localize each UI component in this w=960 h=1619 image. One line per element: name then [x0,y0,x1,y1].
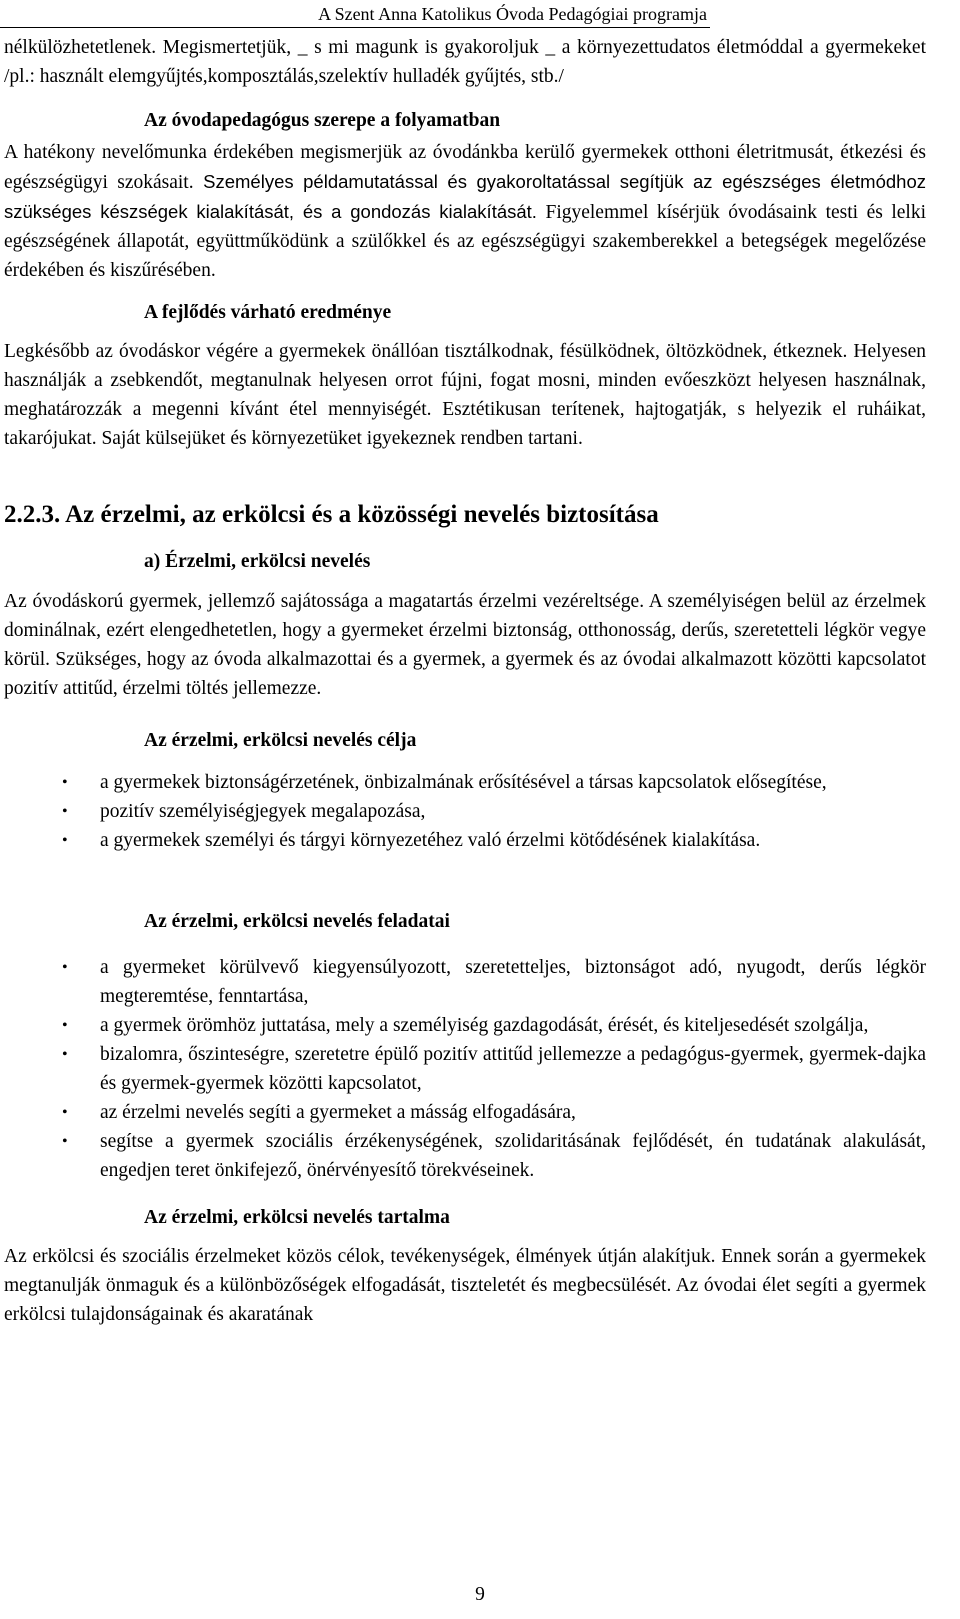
role-text-2: Személyes példamutatással és gyakoroltatással segítjük az egészséges életmódhoz szükséges készségek kialakítását, és a gondozás kialakítását. [4,171,926,222]
list-item: • a gyermek örömhöz juttatása, mely a személyiség gazdagodását, érését, és kiteljesedését szolgálja, [4,1011,926,1040]
emotional-text-1: Az óvodáskorú gyermek, jellemző sajátossága a magatartás érzelmi vezéreltsége. A személyiségen belül az érzelmek dominálnak, ezért elengedhetetlen, hogy a gyermeket érzelmi biztonság, otthonosság, derűs, szeretetteli légkör vegye körül. [4,591,926,670]
goal-heading: Az érzelmi, erkölcsi nevelés célja [144,730,417,751]
bullet-icon: • [62,1104,68,1121]
section-title [4,498,926,532]
bullet-icon: • [62,1017,68,1034]
bullet-icon: • [62,774,68,791]
tasks-heading: Az érzelmi, erkölcsi nevelés feladatai [144,911,450,932]
list-item: • a gyermekek személyi és tárgyi környezetéhez való érzelmi kötődésének kialakítása. [4,826,926,855]
role-text-1: A hatékony nevelőmunka érdekében megismerjük az óvodánkba kerülő gyermekek otthoni életritmusát, étkezési és egészségügyi szokásait. [4,142,926,193]
content-heading: Az érzelmi, erkölcsi nevelés tartalma [144,1207,450,1228]
emotional-text-2: Szükséges, hogy az óvoda alkalmazottai és a gyermek, a gyermek és az óvodai alkalmazott közötti kapcsolatot pozitív attitűd, érzelmi töltés jellemezze. [4,649,926,699]
role-paragraph [4,138,926,285]
role-heading: Az óvodapedagógus szerepe a folyamatban [144,110,501,131]
outcome-text-2: Helyesen használják a zsebkendőt, megtanulnak helyesen orrot fújni, fogat mosni, minden evőeszközt helyesen használnak, meghatározzák a megenni kívánt étel mennyiségét. Esztétikusan terítenek, hajtogatják, s helyezik el ruháikat, takarójukat. Saját külsejüket és környezetüket igyekeznek rendben tartani. [4,341,926,449]
bullet-icon: • [62,959,68,976]
bullet-icon: • [62,1046,68,1063]
goal-list [4,768,926,855]
list-item: • segítse a gyermek szociális érzékenységének, szolidaritásának fejlődését, én tudatának alakulását, engedjen teret önkifejező, önérvényesítő törekvéseinek. [4,1127,926,1185]
tasks-list [4,953,926,1185]
bullet-icon: • [62,803,68,820]
content-paragraph: Az erkölcsi és szociális érzelmeket közös célok, tevékenységek, élmények útján alakítjuk. Ennek során a gyermekek megtanulják önmaguk és a különbözőségek elfogadását, tiszteletét és megbecsülését. Az óvodai élet segíti a gyermek erkölcsi tulajdonságainak és akaratának [4,1246,926,1325]
intro-paragraph: nélkülözhetetlenek. Megismertetjük, _ s mi magunk is gyakoroljuk _ a környezettudatos életmóddal a gyermekeket /pl.: használt elemgyűjtés,komposztálás,szelektív hulladék gyűjtés, stb./ [4,37,926,87]
bullet-icon: • [62,1133,68,1150]
page-content [4,33,926,1329]
header-rule [0,27,710,28]
outcome-text-1: Legkésőbb az óvodáskor végére a gyermekek önállóan tisztálkodnak, fésülködnek, öltözködnek, étkeznek. [4,341,848,362]
emotional-heading: a) Érzelmi, erkölcsi nevelés [144,551,371,572]
bullet-icon: • [62,832,68,849]
running-header: A Szent Anna Katolikus Óvoda Pedagógiai programja [318,4,707,24]
list-item: • a gyermekek biztonságérzetének, önbizalmának erősítésével a társas kapcsolatok elősegítése, [4,768,926,797]
list-item: • a gyermeket körülvevő kiegyensúlyozott, szeretetteljes, biztonságot adó, nyugodt, derűs légkör megteremtése, fenntartása, [4,953,926,1011]
emotional-paragraph [4,587,926,703]
page-number: 9 [475,1584,485,1605]
section-number: 2.2.3. [4,501,61,528]
section-title-text: Az érzelmi, az erkölcsi és a közösségi nevelés biztosítása [65,501,659,528]
list-item: • pozitív személyiségjegyek megalapozása, [4,797,926,826]
outcome-paragraph [4,337,926,453]
list-item: • az érzelmi nevelés segíti a gyermeket a másság elfogadására, [4,1098,926,1127]
outcome-heading: A fejlődés várható eredménye [144,302,392,323]
list-item: • bizalomra, őszinteségre, szeretetre épülő pozitív attitűd jellemezze a pedagógus-gyermek, gyermek-dajka és gyermek-gyermek közötti kapcsolatot, [4,1040,926,1098]
role-text-3: Figyelemmel kísérjük óvodásaink testi és lelki egészségének állapotát, együttműködünk a szülőkkel és az egészségügyi szakemberekkel a betegségek megelőzése érdekében és kiszűrésében. [4,202,926,281]
